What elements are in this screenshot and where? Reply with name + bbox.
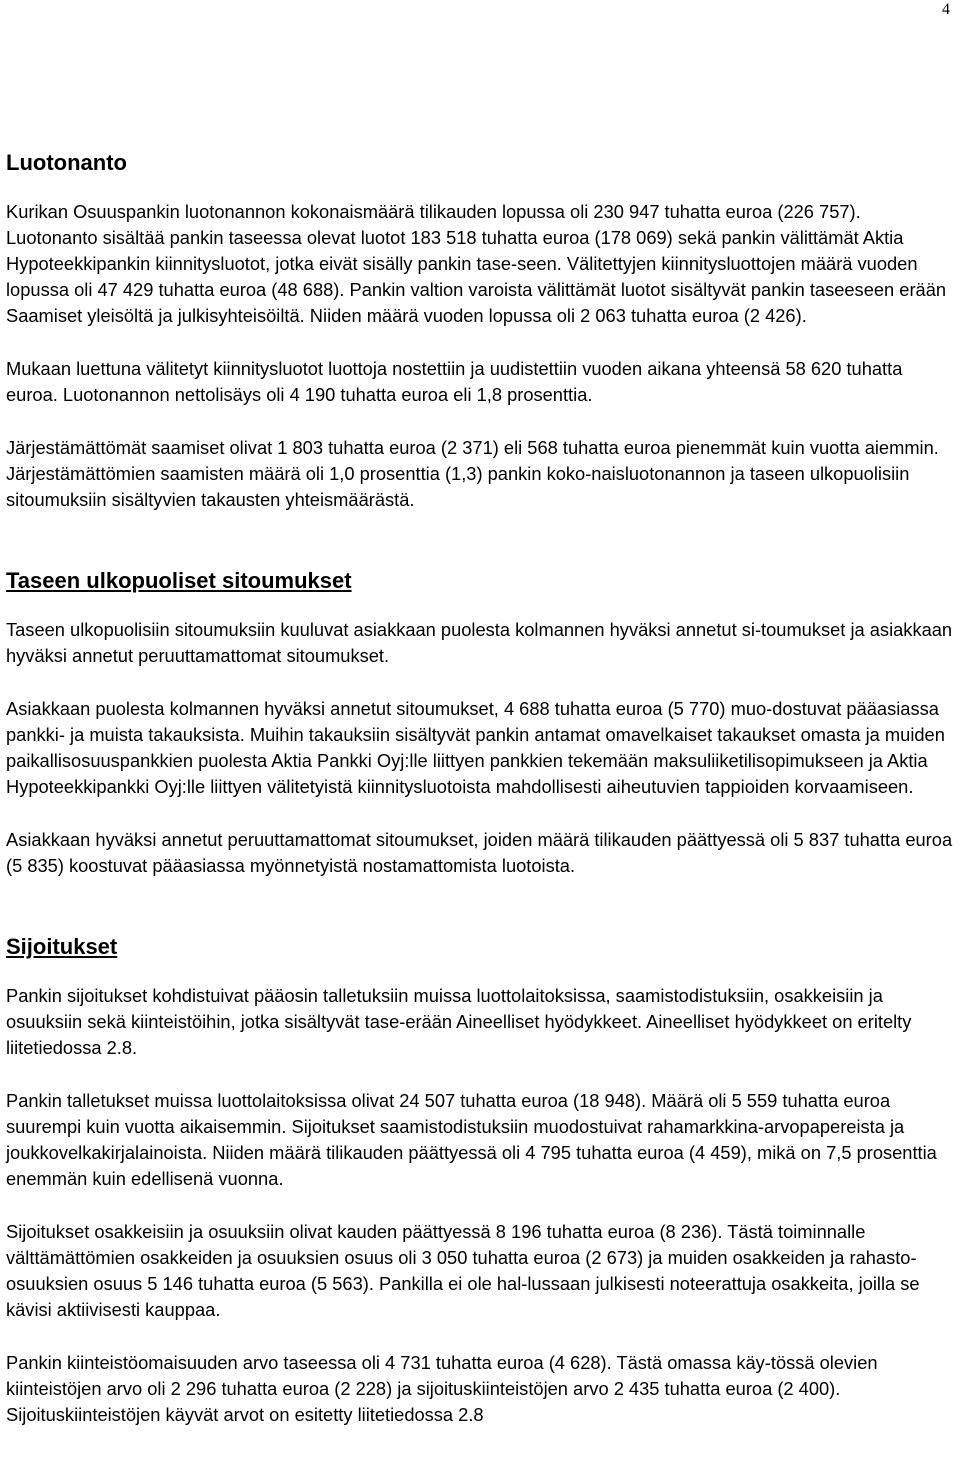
- section-heading-luotonanto: Luotonanto: [6, 150, 127, 175]
- paragraph: Kurikan Osuuspankin luotonannon kokonaismäärä tilikauden lopussa oli 230 947 tuhatta euroa (226 757). Luotonanto sisältää pankin taseessa olevat luotot 183 518 tuhatta euroa (178 069) sekä pankin välittämät Aktia Hypoteekkipankin kiinnitysluotot, jotka eivät sisälly pankin tase-seen. Välitettyjen kiinnitysluottojen määrä vuoden lopussa oli 47 429 tuhatta euroa (48 688). Pankin valtion varoista välittämät luotot sisältyvät pankin taseeseen erään Saamiset yleisöltä ja julkisyhteisöiltä. Niiden määrä vuoden lopussa oli 2 063 tuhatta euroa (2 426).: [6, 201, 947, 326]
- section-heading-taseen-ulkopuoliset-sitoumukset: Taseen ulkopuoliset sitoumukset: [6, 568, 352, 593]
- page-number: 4: [942, 1, 950, 18]
- paragraph: Mukaan luettuna välitetyt kiinnitysluotot luottoja nostettiin ja uudistettiin vuoden aikana yhteensä 58 620 tuhatta euroa. Luotonannon nettolisäys oli 4 190 tuhatta euroa eli 1,8 prosenttia.: [6, 358, 903, 405]
- paragraph: Asiakkaan puolesta kolmannen hyväksi annetut sitoumukset, 4 688 tuhatta euroa (5 770) muo-dostuvat pääasiassa pankki- ja muista takauksista. Muihin takauksiin sisältyvät pankin antamat omavelkaiset takaukset omasta ja muiden paikallisosuuspankkien puolesta Aktia Pankki Oyj:lle liittyen pankkien tekemään maksuliiketilisopimukseen ja Aktia Hypoteekkipankki Oyj:lle liittyen välitetyistä kiinnitysluotoista mahdollisesti aiheutuvien tappioiden korvaamiseen.: [6, 698, 945, 797]
- paragraph: Sijoitukset osakkeisiin ja osuuksiin olivat kauden päättyessä 8 196 tuhatta euroa (8 236). Tästä toiminnalle välttämättömien osakkeiden ja osuuksien osuus oli 3 050 tuhatta euroa (2 673) ja muiden osakkeiden ja rahasto-osuuksien osuus 5 146 tuhatta euroa (5 563). Pankilla ei ole hal-lussaan julkisesti noteerattuja osakkeita, joilla se kävisi aktiivisesti kauppaa.: [6, 1221, 920, 1320]
- paragraph: Pankin talletukset muissa luottolaitoksissa olivat 24 507 tuhatta euroa (18 948). Määrä oli 5 559 tuhatta euroa suurempi kuin vuotta aikaisemmin. Sijoitukset saamistodistuksiin muodostuivat rahamarkkina-arvopapereista ja joukkovelkakirjalainoista. Niiden määrä tilikauden päättyessä oli 4 795 tuhatta euroa (4 459), mikä on 7,5 prosenttia enemmän kuin edellisenä vuonna.: [6, 1090, 937, 1189]
- paragraph: Pankin kiinteistöomaisuuden arvo taseessa oli 4 731 tuhatta euroa (4 628). Tästä omassa käy-tössä olevien kiinteistöjen arvo oli 2 296 tuhatta euroa (2 228) ja sijoituskiinteistöjen arvo 2 435 tuhatta euroa (2 400). Sijoituskiinteistöjen käyvät arvot on esitetty liitetiedossa 2.8: [6, 1352, 878, 1425]
- document-body: [6, 149, 956, 1428]
- paragraph: Taseen ulkopuolisiin sitoumuksiin kuuluvat asiakkaan puolesta kolmannen hyväksi annetut si-toumukset ja asiakkaan hyväksi annetut peruuttamattomat sitoumukset.: [6, 619, 953, 666]
- section-heading-sijoitukset: Sijoitukset: [6, 934, 118, 959]
- paragraph: Pankin sijoitukset kohdistuivat pääosin talletuksiin muissa luottolaitoksissa, saamistodistuksiin, osakkeisiin ja osuuksiin sekä kiinteistöihin, jotka sisältyvät tase-erään Aineelliset hyödykkeet. Aineelliset hyödykkeet on eritelty liitetiedossa 2.8.: [6, 985, 912, 1058]
- paragraph: Järjestämättömät saamiset olivat 1 803 tuhatta euroa (2 371) eli 568 tuhatta euroa pienemmät kuin vuotta aiemmin. Järjestämättömien saamisten määrä oli 1,0 prosenttia (1,3) pankin koko-naisluotonannon ja taseen ulkopuolisiin sitoumuksiin sisältyvien takausten yhteismäärästä.: [6, 437, 939, 510]
- paragraph: Asiakkaan hyväksi annetut peruuttamattomat sitoumukset, joiden määrä tilikauden päättyessä oli 5 837 tuhatta euroa (5 835) koostuvat pääasiassa myönnetyistä nostamattomista luotoista.: [6, 829, 953, 876]
